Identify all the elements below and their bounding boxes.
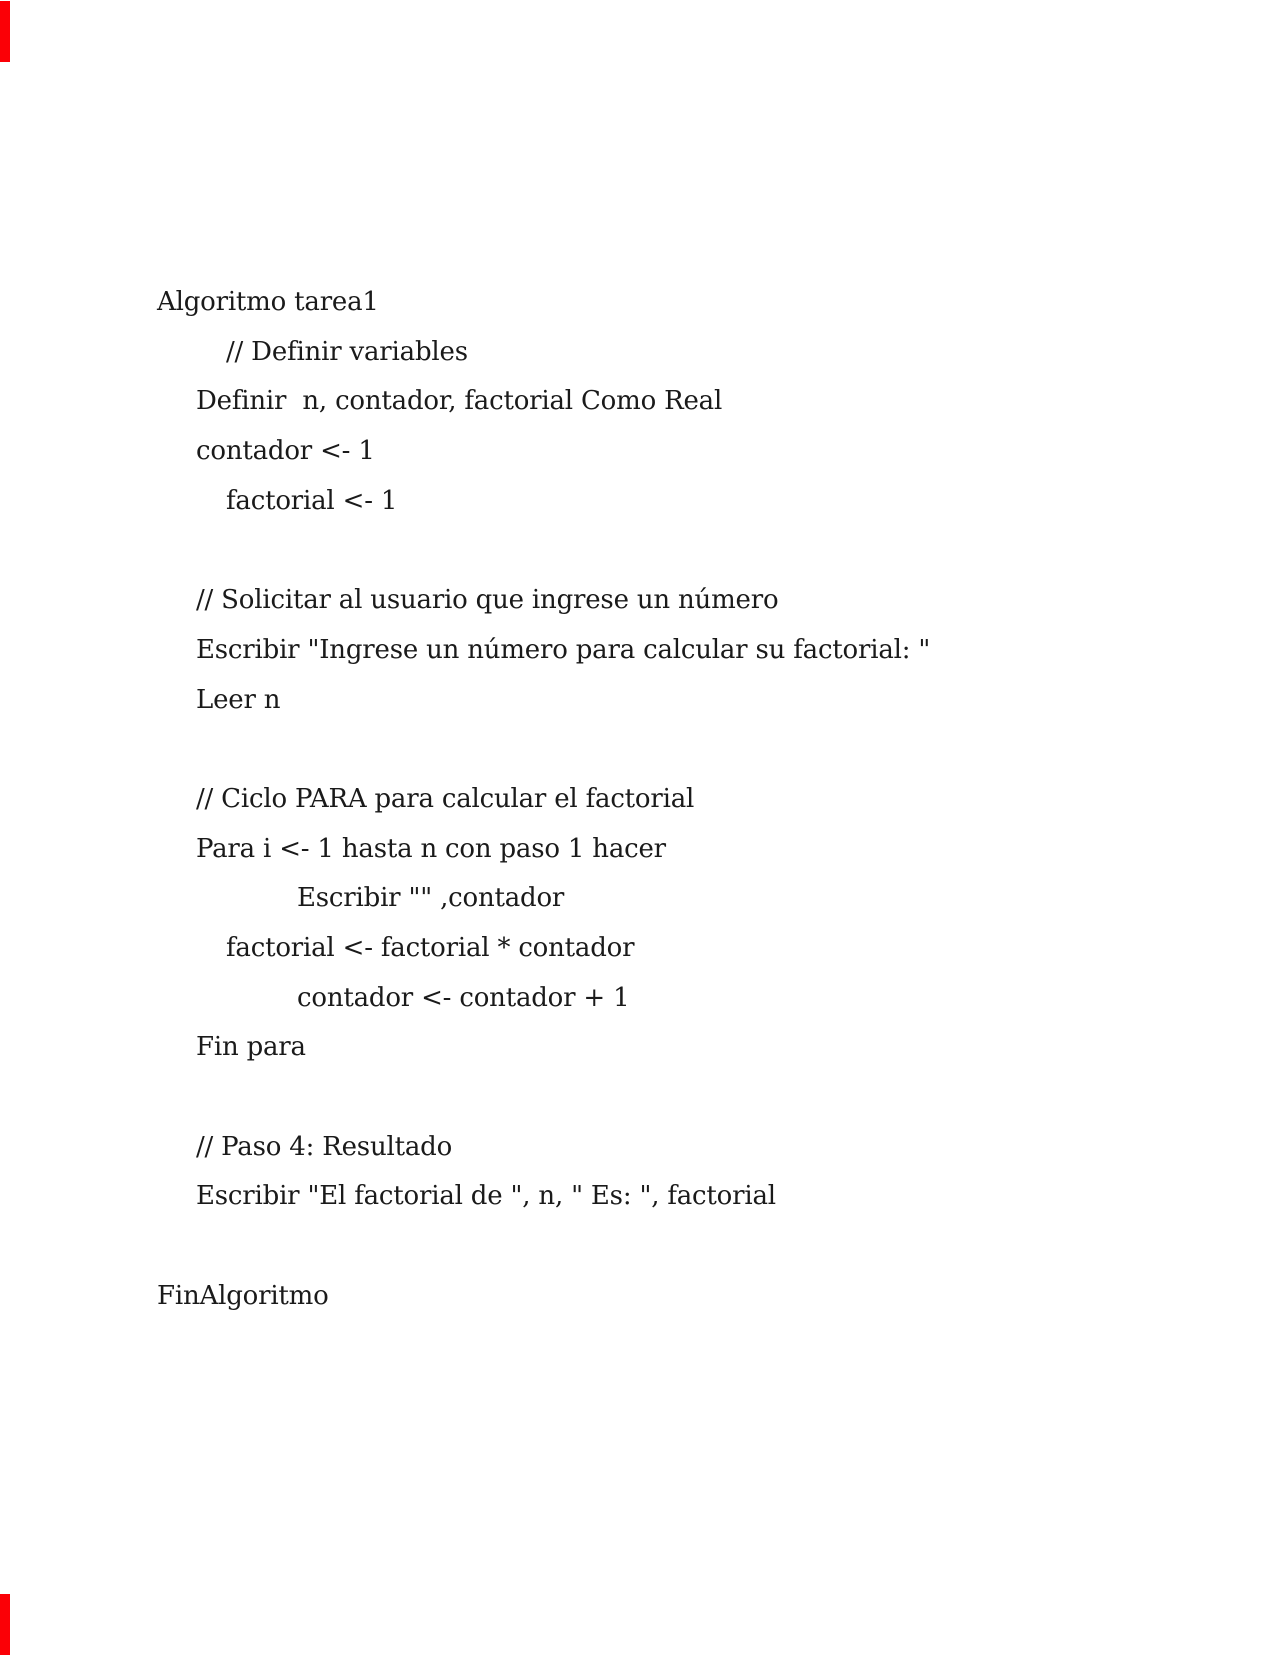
code-line: Escribir "El factorial de ", n, " Es: ", factorial xyxy=(196,1181,776,1212)
code-line xyxy=(157,1073,930,1123)
code-line xyxy=(157,526,930,576)
page-edge-marker-bottom xyxy=(0,1594,10,1655)
code-line: factorial <- factorial * contador xyxy=(226,932,635,963)
code-line: Para i <- 1 hasta n con paso 1 hacer xyxy=(196,833,666,864)
code-line: // Ciclo PARA para calcular el factorial xyxy=(196,783,695,814)
code-line: contador <- contador + 1 xyxy=(297,982,630,1013)
code-line xyxy=(157,725,930,775)
code-line: Leer n xyxy=(196,684,281,715)
code-line: // Paso 4: Resultado xyxy=(196,1131,453,1162)
code-line: Algoritmo tarea1 xyxy=(157,287,379,317)
code-line: Fin para xyxy=(196,1032,306,1063)
code-line: contador <- 1 xyxy=(196,436,375,467)
code-line xyxy=(157,1222,930,1272)
code-line: FinAlgoritmo xyxy=(157,1280,329,1311)
code-line: Escribir "" ,contador xyxy=(297,883,565,914)
code-line: // Solicitar al usuario que ingrese un número xyxy=(196,585,779,616)
code-line: Escribir "Ingrese un número para calcular su factorial: " xyxy=(196,634,931,665)
code-line: Definir n, contador, factorial Como Real xyxy=(196,386,723,417)
code-line: factorial <- 1 xyxy=(226,485,398,516)
code-line: // Definir variables xyxy=(226,336,468,367)
